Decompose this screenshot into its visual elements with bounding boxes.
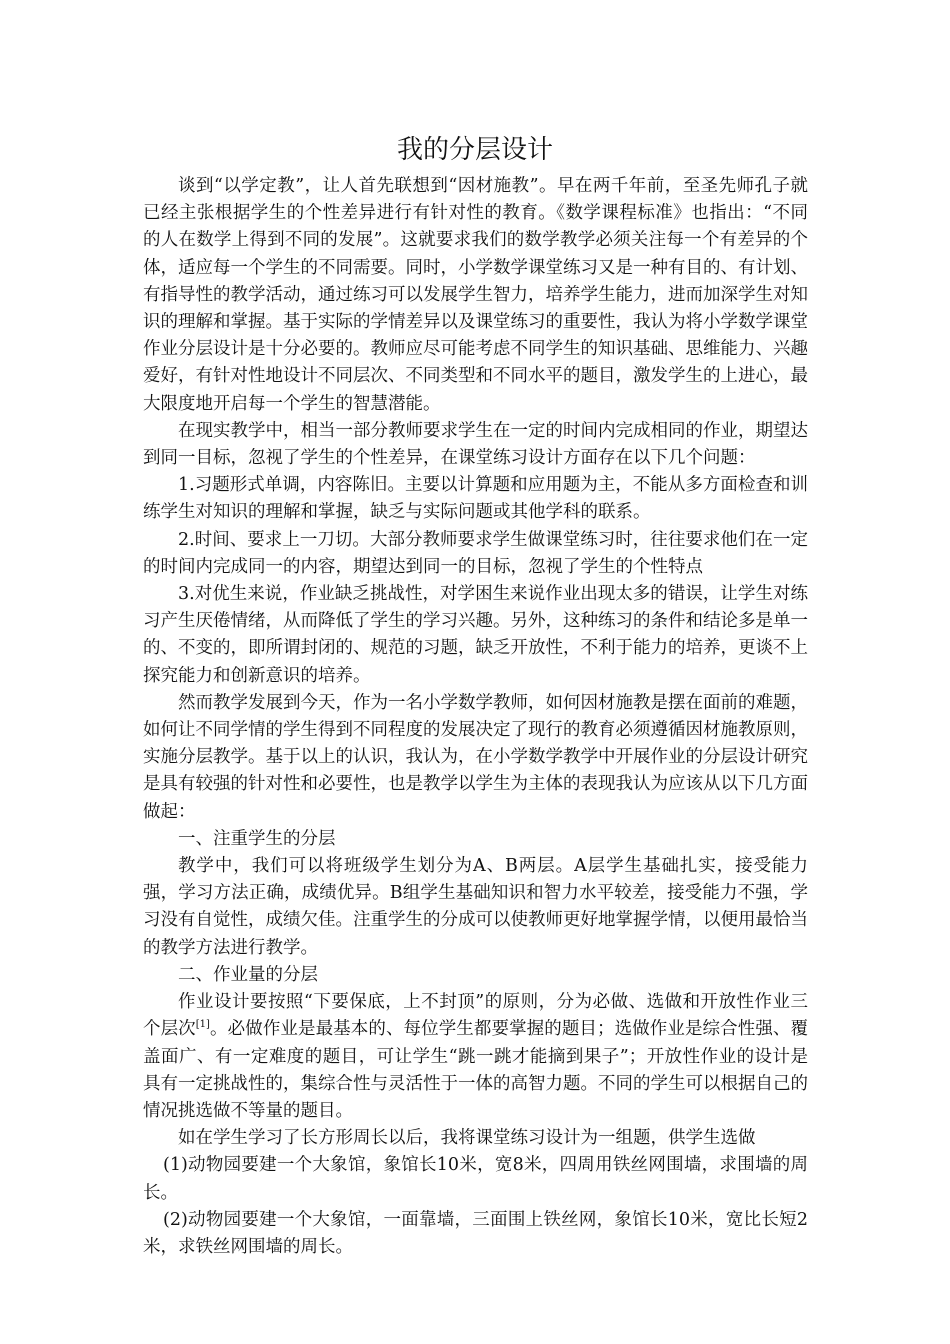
paragraph-example-intro: 如在学生学习了长方形周长以后，我将课堂练习设计为一组题，供学生选做 bbox=[178, 1128, 756, 1149]
question-1: (1)动物园要建一个大象馆，象馆长10米，宽8米，四周用铁丝网围墙，求围墙的周长。 bbox=[143, 1155, 808, 1203]
section-heading-2: 二、作业量的分层 bbox=[178, 964, 318, 985]
document-body bbox=[143, 173, 808, 1261]
paragraph-problems-intro: 在现实教学中，相当一部分教师要求学生在一定的时间内完成相同的作业，期望达到同一目标，忽视了学生的个性差异，在课堂练习设计方面存在以下几个问题： bbox=[143, 420, 808, 469]
footnote-reference: [1] bbox=[195, 1019, 210, 1031]
paragraph-student-layers: 教学中，我们可以将班级学生划分为A、B两层。A层学生基础扎实，接受能力强，学习方法正确，成绩优异。B组学生基础知识和智力水平较差，接受能力不强，学习没有自觉性，成绩欠佳。注重学生的分成可以使教师更好地掌握学情，以便用最恰当的教学方法进行教学。 bbox=[143, 856, 808, 958]
paragraph-problem-3: 3.对优生来说，作业缺乏挑战性，对学困生来说作业出现太多的错误，让学生对练习产生厌倦情绪，从而降低了学生的学习兴趣。另外，这种练习的条件和结论多是单一的、不变的，即所谓封闭的、规范的习题，缺乏开放性，不利于能力的培养，更谈不上探究能力和创新意识的培养。 bbox=[143, 584, 808, 686]
question-2: (2)动物园要建一个大象馆，一面靠墙，三面围上铁丝网，象馆长10米，宽比长短2米，求铁丝网围墙的周长。 bbox=[143, 1209, 808, 1257]
paragraph-intro: 谈到“以学定教”，让人首先联想到“因材施教”。早在两千年前，至圣先师孔子就已经主张根据学生的个性差异进行有针对性的教育。《数学课程标准》也指出：“不同的人在数学上得到不同的发展”。这就要求我们的数学教学必须关注每一个有差异的个体，适应每一个学生的不同需要。同时，小学数学课堂练习又是一种有目的、有计划、有指导性的教学活动，通过练习可以发展学生智力，培养学生能力，进而加深学生对知识的理解和掌握。基于实际的学情差异以及课堂练习的重要性，我认为将小学数学课堂作业分层设计是十分必要的。教师应尽可能考虑不同学生的知识基础、思维能力、兴趣爱好，有针对性地设计不同层次、不同类型和不同水平的题目，激发学生的上进心，最大限度地开启每一个学生的智慧潜能。 bbox=[143, 176, 808, 414]
homework-text-part-1: 作业设计要按照“下要保底，上不封顶”的原则，分为必做、选做和开放性作业三个层次 bbox=[143, 992, 808, 1040]
paragraph-homework-layers bbox=[143, 989, 808, 1125]
paragraph-problem-1: 1.习题形式单调，内容陈旧。主要以计算题和应用题为主，不能从多方面检查和训练学生对知识的理解和掌握，缺乏与实际问题或其他学科的联系。 bbox=[143, 475, 808, 523]
homework-text-part-2: 。必做作业是最基本的、每位学生都要掌握的题目；选做作业是综合性强、覆盖面广、有一定难度的题目，可让学生“跳一跳才能摘到果子”；开放性作业的设计是具有一定挑战性的，集综合性与灵活性于一体的高智力题。不同的学生可以根据自己的情况挑选做不等量的题目。 bbox=[143, 1019, 809, 1121]
paragraph-problem-2: 2.时间、要求上一刀切。大部分教师要求学生做课堂练习时，往往要求他们在一定的时间内完成同一的内容，期望达到同一的目标，忽视了学生的个性特点 bbox=[143, 529, 808, 577]
section-heading-1: 一、注重学生的分层 bbox=[178, 828, 336, 849]
page-title: 我的分层设计 bbox=[396, 135, 553, 165]
paragraph-approach: 然而教学发展到今天，作为一名小学数学教师，如何因材施教是摆在面前的难题，如何让不同学情的学生得到不同程度的发展决定了现行的教育必须遵循因材施教原则，实施分层教学。基于以上的认识，我认为，在小学数学教学中开展作业的分层设计研究是具有较强的针对性和必要性，也是教学以学生为主体的表现我认为应该从以下几方面做起： bbox=[143, 692, 808, 822]
